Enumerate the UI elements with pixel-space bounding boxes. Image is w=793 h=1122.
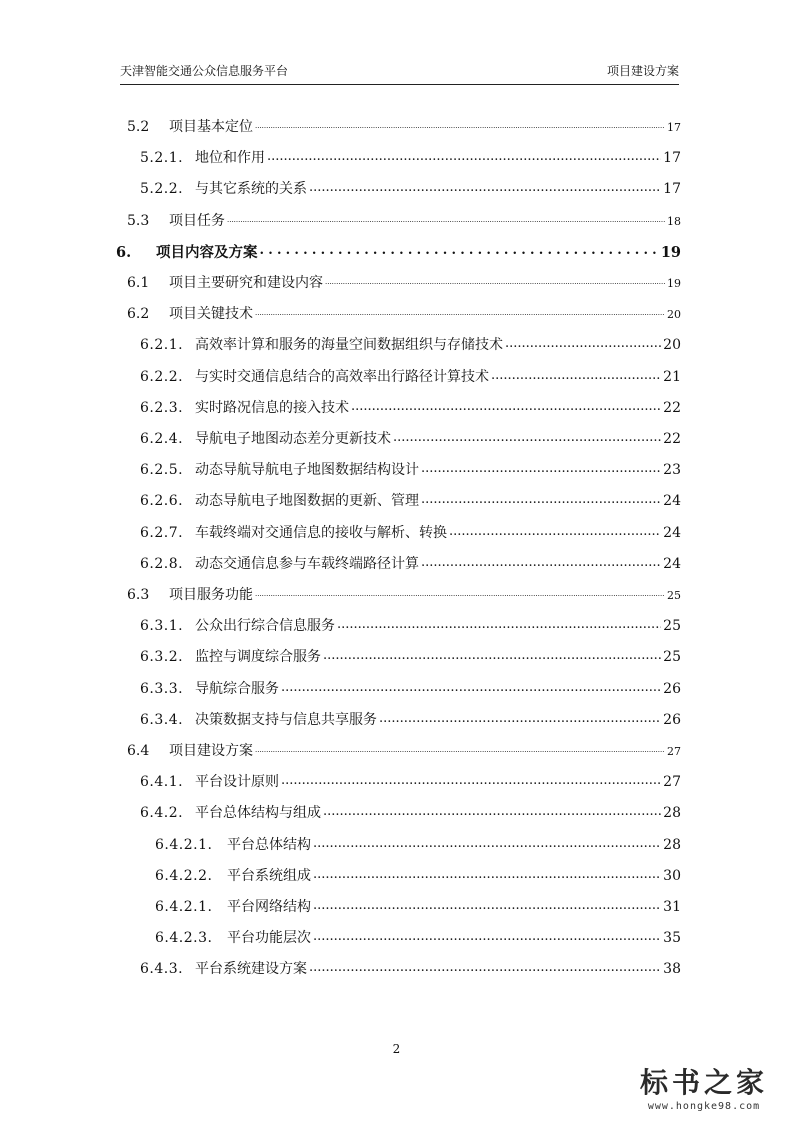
toc-entry-number: 6.1 [127,275,150,291]
toc-entry-title: 平台总体结构 [227,836,311,853]
toc-entry-number: 5.2.1. [140,150,184,167]
toc-entry[interactable] [140,771,681,795]
toc-entry-number: 6.3.1. [140,618,184,635]
toc-entry-title: 与其它系统的关系 [195,181,307,198]
toc-entry-page: 22 [663,431,681,447]
toc-entry-title: 导航电子地图动态差分更新技术 [195,431,391,447]
toc-entry[interactable] [140,490,681,514]
toc-entry-page: 25 [663,649,681,666]
toc-leader-dots [393,429,661,443]
toc-entry-title: 公众出行综合信息服务 [195,618,335,635]
toc-entry[interactable] [140,553,681,577]
toc-entry[interactable] [140,678,681,702]
toc-entry-title: 动态导航电子地图数据的更新、管理 [195,493,419,510]
toc-entry-number: 6.2.3. [140,399,184,416]
toc-entry-page: 25 [663,618,681,635]
toc-entry-number: 6.2.5. [140,462,184,479]
toc-entry-page: 31 [663,899,681,915]
toc-entry-page: 26 [663,680,681,697]
toc-entry[interactable] [140,709,681,733]
toc-leader-dots [309,959,661,973]
toc-leader-dots [313,866,661,880]
toc-leader-dots [255,117,665,131]
toc-entry-page: 30 [663,867,681,884]
toc-entry[interactable] [140,802,681,826]
toc-leader-dots [421,491,661,505]
toc-leader-dots [337,616,661,630]
toc-leader-dots [491,367,661,381]
toc-leader-dots [505,335,661,349]
toc-entry-number: 6.2.4. [140,431,184,447]
toc-entry-number: 6.2.6. [140,493,184,510]
toc-entry-number: 6.2 [127,306,150,323]
toc-entry-number: 6.4.3. [140,961,184,978]
toc-leader-dots [267,148,661,162]
toc-entry-number: 6.4.2. [140,805,184,822]
toc-entry-number: 6.4.2.1. [155,836,213,853]
toc-entry[interactable] [140,334,681,358]
toc-leader-dots [313,897,661,911]
toc-entry[interactable] [155,865,681,889]
toc-leader-dots [323,803,661,817]
toc-leader-dots [281,679,661,693]
toc-entry[interactable] [140,522,681,546]
toc-leader-dots [281,772,661,786]
toc-entry-title: 项目服务功能 [169,587,253,603]
toc-entry-page: 35 [663,930,681,947]
toc-entry-number: 5.2 [127,119,150,135]
toc-entry-number: 6.3.4. [140,711,184,728]
toc-entry[interactable] [127,272,681,296]
toc-entry[interactable] [140,958,681,982]
toc-entry-title: 与实时交通信息结合的高效率出行路径计算技术 [195,368,489,385]
toc-entry-title: 平台系统组成 [227,867,311,884]
toc-leader-dots [260,242,659,257]
toc-entry-title: 项目任务 [169,212,225,229]
toc-entry-page: 24 [663,555,681,572]
toc-entry-number: 6.3.2. [140,649,184,666]
toc-entry-title: 项目关键技术 [169,306,253,323]
toc-leader-dots [255,304,665,318]
toc-entry[interactable] [140,428,681,452]
header-left-title: 天津智能交通公众信息服务平台 [120,64,289,78]
toc-leader-dots [449,523,661,537]
toc-leader-dots [255,585,665,599]
page-number: 2 [392,1042,401,1056]
toc-entry-number: 6.4.2.3. [155,930,213,947]
toc-leader-dots [313,928,661,942]
toc-entry-number: 6.3 [127,587,150,603]
toc-entry-title: 动态交通信息参与车载终端路径计算 [195,555,419,572]
toc-entry-page: 28 [663,836,681,853]
toc-entry-page: 23 [663,462,681,479]
toc-entry[interactable] [127,584,681,608]
toc-entry[interactable] [116,241,681,265]
toc-entry-page: 27 [667,745,681,758]
toc-entry-number: 5.3 [127,212,150,229]
toc-entry-page: 20 [663,337,681,354]
page-header [120,62,679,85]
toc-entry-number: 6.2.8. [140,555,184,572]
toc-entry-title: 监控与调度综合服务 [195,649,321,666]
toc-entry-number: 6.2.7. [140,524,184,541]
toc-entry-title: 动态导航导航电子地图数据结构设计 [195,462,419,479]
toc-entry-number: 6.4.2.1. [155,899,213,915]
toc-entry-title: 项目建设方案 [169,743,253,759]
toc-entry[interactable] [127,210,681,234]
toc-entry-title: 平台网络结构 [227,899,311,915]
toc-entry-page: 22 [663,399,681,416]
toc-entry-page: 38 [663,961,681,978]
toc-entry-title: 平台功能层次 [227,930,311,947]
toc-entry-title: 导航综合服务 [195,680,279,697]
toc-entry-page: 19 [660,243,681,261]
toc-entry-number: 5.2.2. [140,181,184,198]
toc-entry-title: 车载终端对交通信息的接收与解析、转换 [195,524,447,541]
toc-entry-title: 平台系统建设方案 [195,961,307,978]
toc-entry-number: 6.4 [127,743,150,759]
toc-entry-page: 21 [663,368,681,385]
toc-entry-page: 24 [663,524,681,541]
toc-leader-dots [309,179,661,193]
toc-leader-dots [255,741,665,755]
toc-entry-title: 项目内容及方案 [156,243,258,261]
toc-leader-dots [227,211,665,225]
toc-entry-number: 6.3.3. [140,680,184,697]
toc-entry[interactable] [127,303,681,327]
toc-entry[interactable] [140,615,681,639]
toc-entry-page: 20 [667,308,681,322]
toc-entry-title: 高效率计算和服务的海量空间数据组织与存储技术 [195,337,503,354]
toc-leader-dots [325,273,665,287]
toc-entry[interactable] [140,178,681,202]
toc-entry-page: 27 [663,774,681,791]
toc-leader-dots [379,710,661,724]
toc-leader-dots [351,398,661,412]
toc-entry-title: 实时路况信息的接入技术 [195,399,349,416]
toc-entry[interactable] [155,896,681,920]
toc-entry-title: 平台设计原则 [195,774,279,791]
watermark-url: www.hongke98.com [647,1101,761,1112]
toc-entry-title: 项目基本定位 [169,119,253,135]
toc-leader-dots [421,554,661,568]
toc-entry-page: 25 [667,589,681,602]
toc-entry-page: 17 [663,181,681,198]
toc-entry-page: 24 [663,493,681,510]
toc-entry-page: 17 [663,150,681,167]
toc-entry-title: 地位和作用 [195,150,265,167]
toc-entry-number: 6.2.2. [140,368,184,385]
toc-leader-dots [421,460,661,474]
toc-entry-title: 平台总体结构与组成 [195,805,321,822]
toc-entry[interactable] [155,834,681,858]
toc-entry-number: 6.4.1. [140,774,184,791]
toc-entry-page: 26 [663,711,681,728]
header-right-title: 项目建设方案 [606,64,679,78]
toc-entry-page: 28 [663,805,681,822]
watermark-logo: 标书之家 [639,1066,768,1099]
toc-entry[interactable] [140,397,681,421]
toc-entry[interactable] [127,740,681,764]
toc-entry[interactable] [155,927,681,951]
toc-entry[interactable] [127,116,681,140]
toc-entry-title: 决策数据支持与信息共享服务 [195,711,377,728]
toc-entry[interactable] [140,646,681,670]
toc-leader-dots [323,647,661,661]
toc-entry[interactable] [140,366,681,390]
toc-entry-number: 6. [116,243,132,261]
toc-entry[interactable] [140,459,681,483]
watermark [629,1061,779,1112]
toc-entry-page: 17 [667,121,681,134]
toc-entry-number: 6.2.1. [140,337,184,354]
toc-entry[interactable] [140,147,681,171]
toc-leader-dots [313,835,661,849]
toc-entry-title: 项目主要研究和建设内容 [169,275,323,291]
toc-entry-page: 18 [667,214,681,228]
toc-entry-page: 19 [667,277,681,290]
toc-entry-number: 6.4.2.2. [155,867,213,884]
